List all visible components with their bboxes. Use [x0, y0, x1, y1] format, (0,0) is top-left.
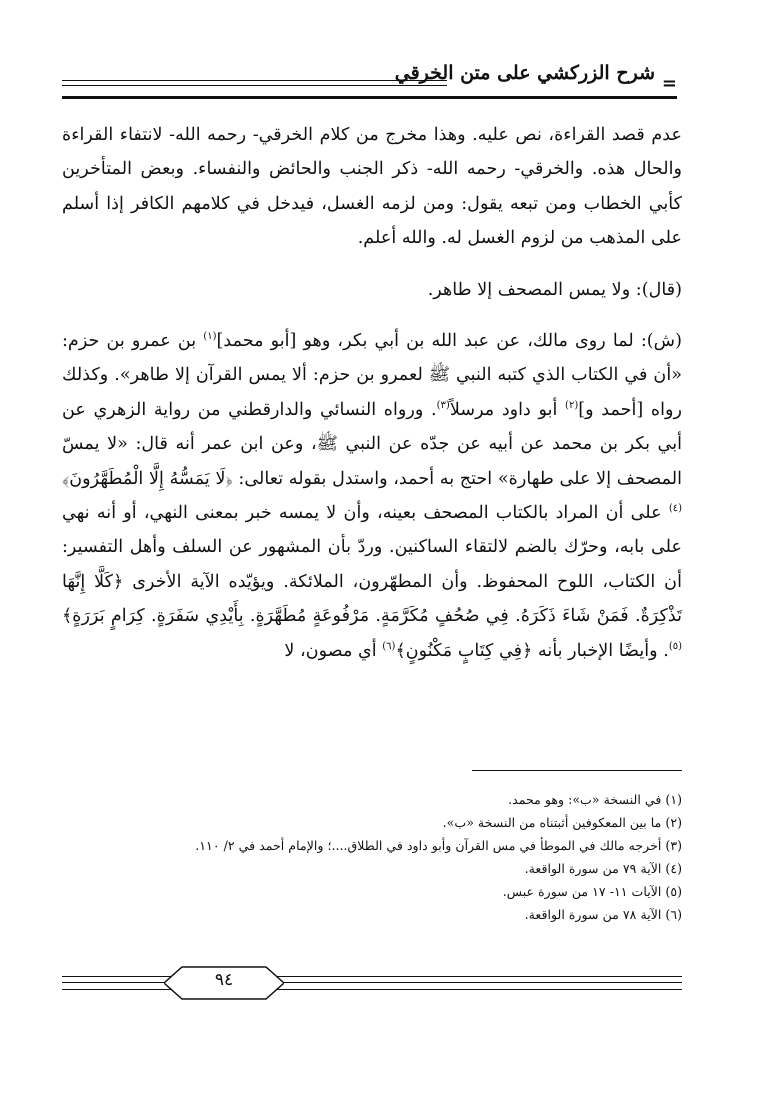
paragraph-2-quote: (قال): ولا يمس المصحف إلا طاهر. — [427, 279, 682, 300]
footnote-3: (٣) أخرجه مالك في الموطأ في مس القرآن وأبو داود في الطلاق....؛ والإمام أحمد في ٢/ ١١٠. — [195, 838, 682, 853]
footnote-ref[interactable]: (٦) — [382, 640, 396, 652]
footnote-1: (١) في النسخة «ب»: وهو محمد. — [508, 792, 682, 807]
footnote-ref[interactable]: (٤) — [668, 503, 682, 515]
text-run: . وأيضًا الإخبار بأنه ﴿فِي كِتَابٍ مَكْنُونٍ﴾ — [395, 640, 669, 661]
text-run: بن عمرو بن حزم: «أن في الكتاب الذي كتبه النبي ﷺ لعمرو بن حزم: ألا يمس القرآن إلا طاهر». وكذلك رواه [أحمد و] — [62, 331, 683, 420]
header-dash: = — [661, 73, 677, 94]
footer-rule — [62, 989, 682, 990]
footnote-separator — [472, 770, 682, 771]
footer-rule — [62, 976, 682, 977]
header-rule-thick — [62, 96, 677, 99]
page-footer — [62, 958, 682, 1012]
running-header — [62, 58, 677, 98]
footnote-4: (٤) الآية ٧٩ من سورة الواقعة. — [524, 861, 682, 876]
header-rule — [62, 85, 447, 86]
text-run: (ش): لما روى مالك، عن عبد الله بن أبي بكر، وهو [أبو محمد] — [216, 331, 682, 352]
page-number-badge — [164, 966, 284, 1000]
text-run: أي مصون، لا — [284, 640, 383, 661]
paragraph-1: عدم قصد القراءة، نص عليه. وهذا مخرج من كلام الخرقي- رحمه الله- لانتفاء القراءة والحال هذه. والخرقي- رحمه الله- ذكر الجنب والحائض والنفساء. وبعض المتأخرين كأبي الخطاب ومن تبعه يقول: ومن لزمه الغسل، فيدخل في كلامهم الكافر إذا أسلم على المذهب من لزوم الغسل له. والله أعلم. — [62, 125, 682, 249]
paragraph-3 — [62, 324, 682, 668]
text-run: على أن المراد بالكتاب المصحف بعينه، وأن لا يمسه خبر بمعنى النهي، أو أنه نهي على بابه، وحرّك بالضم لالتقاء الساكنين. وردّ بأن المشهور عن السلف وأهل التفسير: أن الكتاب، اللوح المحفوظ. وأن المطهّرون، الملائكة. ويؤيّده الآية الأخرى ﴿كَلَّا إِنَّهَا تَذْكِرَةٌ. فَمَنْ شَاءَ ذَكَرَهُ. فِي صُحُفٍ مُكَرَّمَةٍ. مَرْفُوعَةٍ مُطَهَّرَةٍ. بِأَيْدِي سَفَرَةٍ. كِرَامٍ بَرَرَةٍ﴾ — [62, 503, 682, 627]
footnote-2: (٢) ما بين المعكوفين أثبتناه من النسخة «ب». — [442, 815, 682, 830]
footnote-ref[interactable]: (٣) — [436, 399, 450, 411]
main-text — [62, 118, 682, 668]
footnote-ref[interactable]: (٥) — [668, 640, 682, 652]
footnote-ref[interactable]: (٢) — [565, 399, 579, 411]
page-number: ٩٤ — [214, 970, 234, 990]
text-run: أبو داود مرسلاً — [449, 399, 566, 420]
footnote-5: (٥) الآيات ١١- ١٧ من سورة عبس. — [502, 884, 682, 899]
footnote-6: (٦) الآية ٧٨ من سورة الواقعة. — [524, 907, 682, 922]
footer-rule — [62, 982, 682, 983]
header-title: شرح الزركشي على متن الخرقي — [394, 62, 655, 84]
footnote-ref[interactable]: (١) — [203, 331, 217, 343]
text-run: . ورواه النسائي والدارقطني من رواية الزهري عن أبي بكر بن محمد عن أبيه عن جدّه عن النبي ﷺ، وعن ابن عمر أنه قال: «لا يمسّ المصحف إلا على طهارة» احتج به أحمد، واستدل بقوله تعالى: ﴿لَا يَمَسُّهُ إِلَّا الْمُطَهَّرُونَ﴾ — [62, 399, 682, 489]
header-rule — [62, 80, 447, 81]
footnotes — [82, 788, 682, 926]
